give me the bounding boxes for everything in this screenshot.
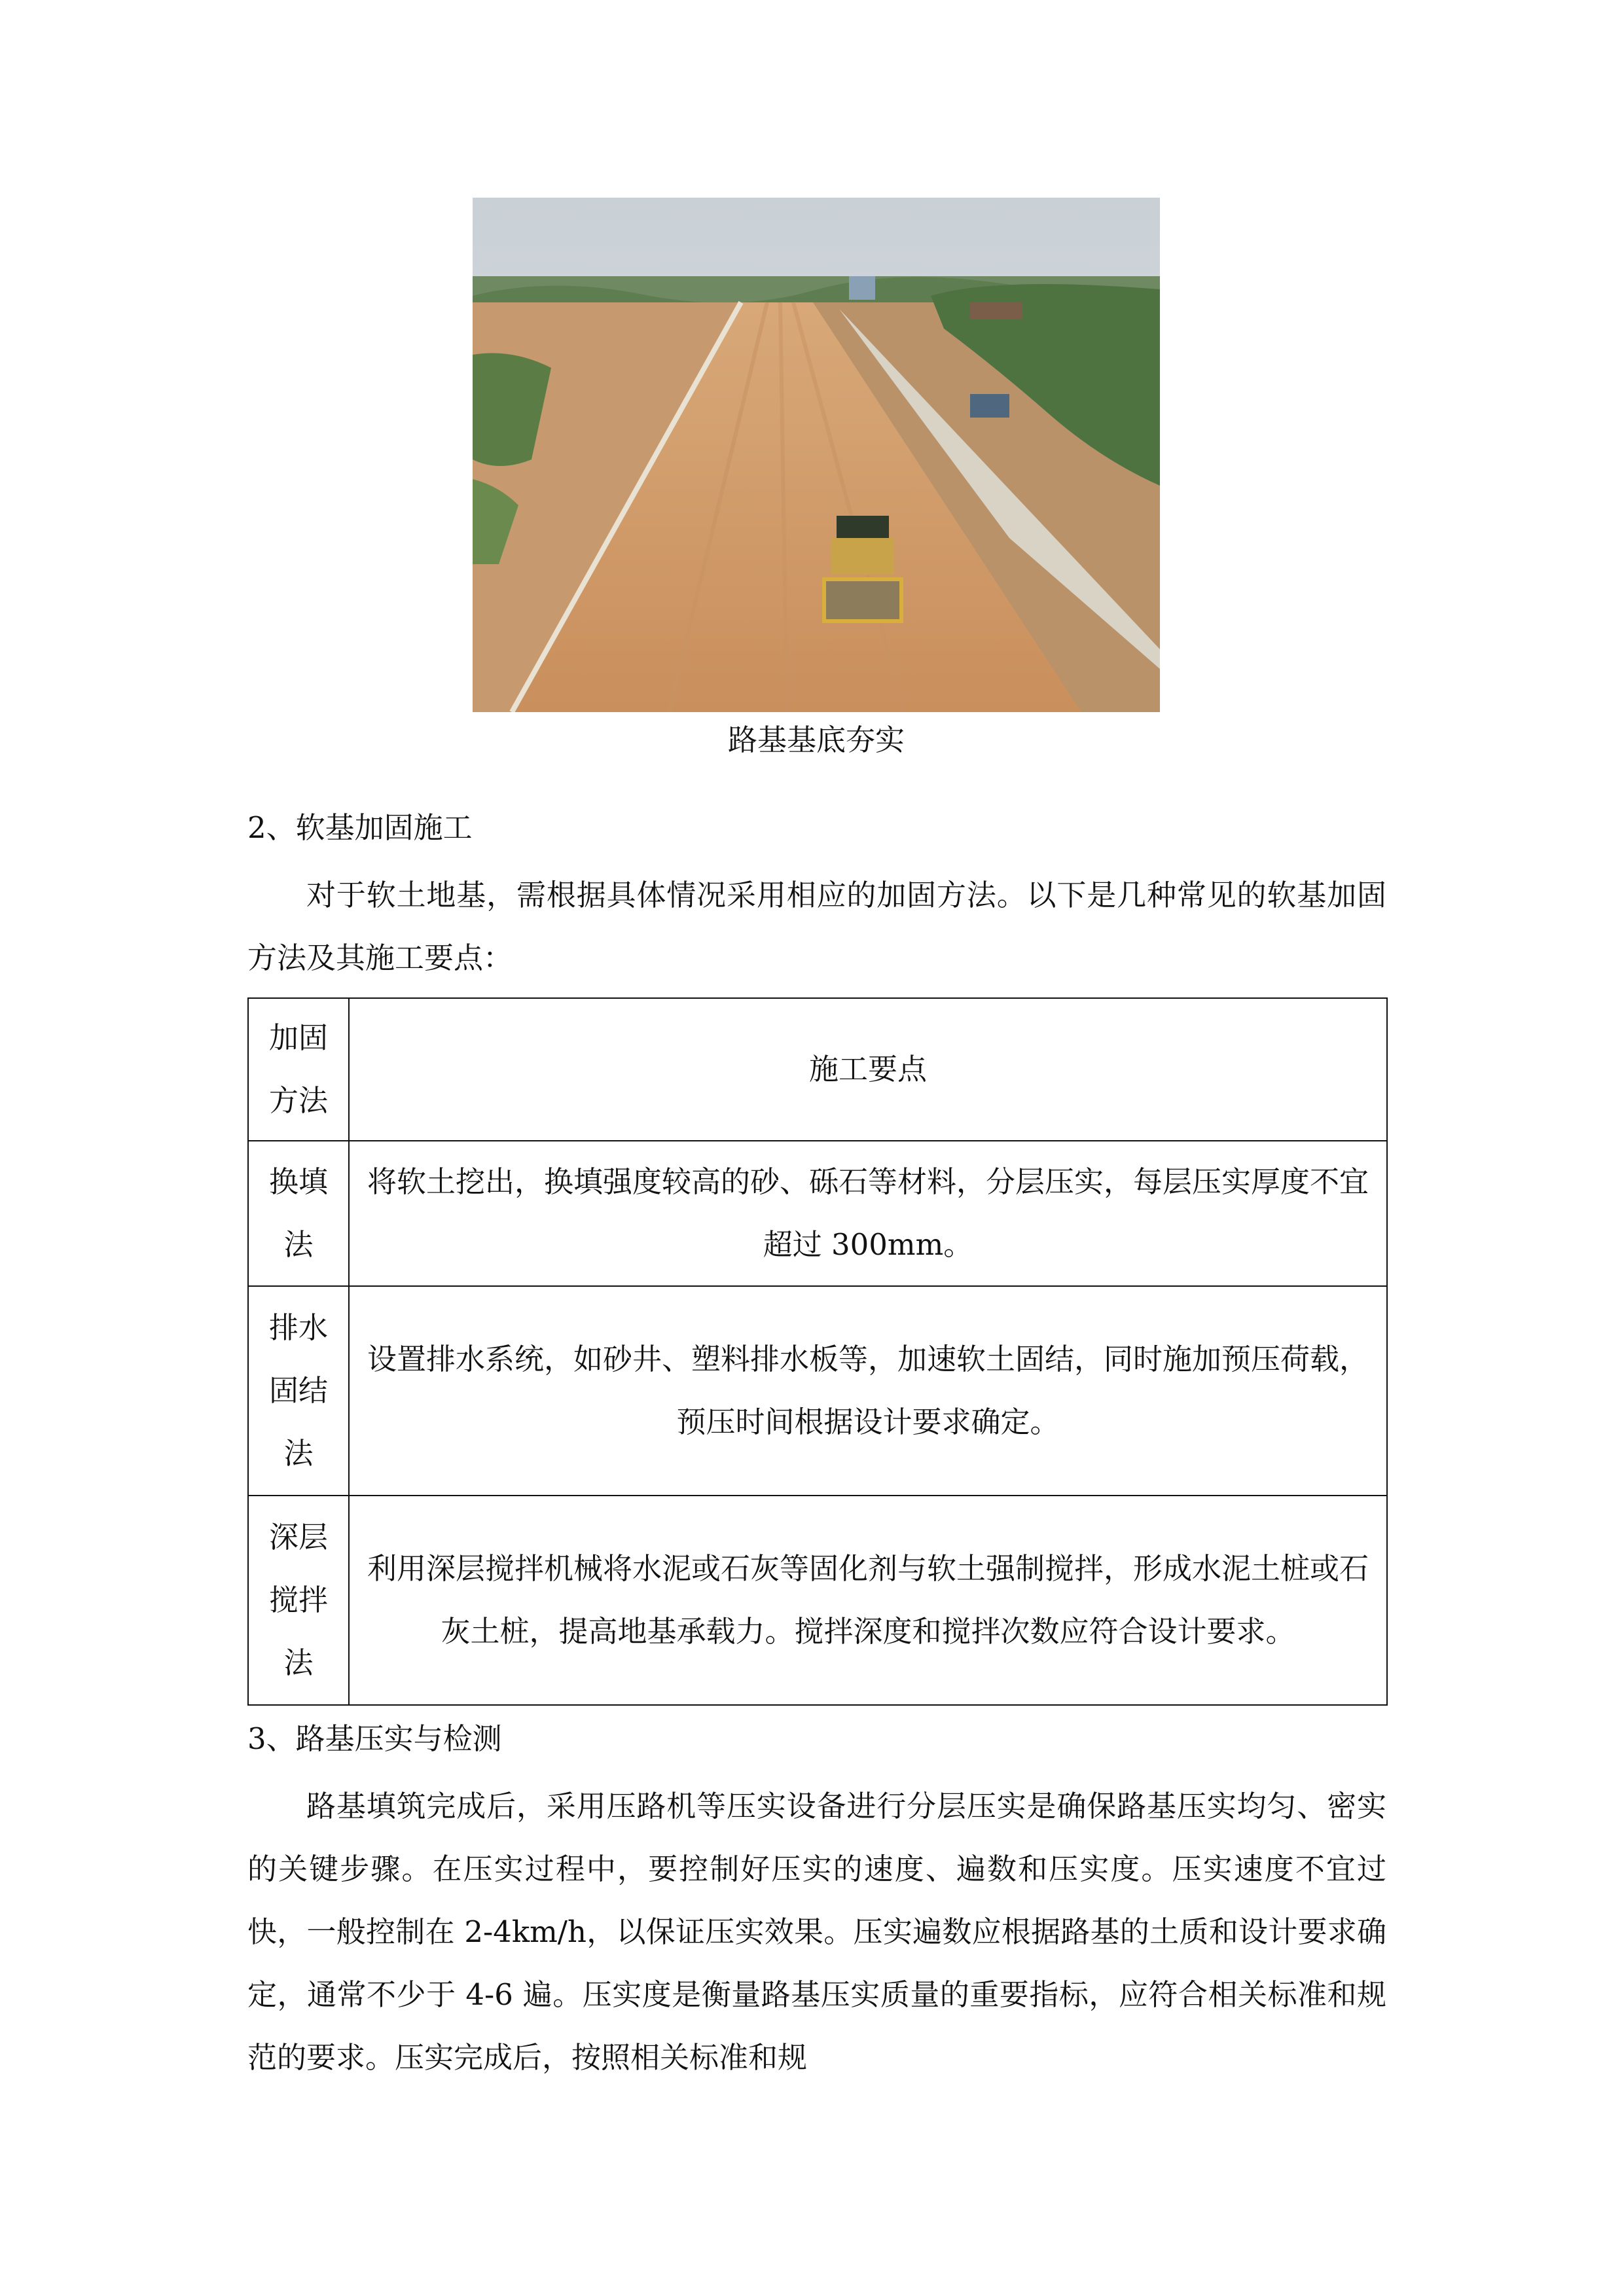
section-3-body: 路基填筑完成后，采用压路机等压实设备进行分层压实是确保路基压实均匀、密实的关键步骤。在压实过程中，要控制好压实的速度、遍数和压实度。压实速度不宜过快，一般控制在 2-4km/h，以保证压实效果。压实遍数应根据路基的土质和设计要求确定，通常不少于 4-6 遍。压实度是衡量路基压实质量的重要指标，应符合相关标准和规范的要求。压实完成后，按照相关标准和规 [247,1789,1386,2075]
method-cell: 换填法 [248,1141,349,1286]
soft-foundation-methods-table [247,997,1388,1706]
roadbed-compaction-photo [473,198,1160,712]
header-points-cell: 施工要点 [349,998,1387,1141]
section-2-intro: 对于软土地基，需根据具体情况采用相应的加固方法。以下是几种常见的软基加固方法及其施工要点： [247,878,1386,975]
roadbed-photo-illustration [473,198,1160,712]
table-row [248,1496,1387,1705]
table-row [248,1141,1387,1286]
table-header-row [248,998,1387,1141]
method-cell: 深层搅拌法 [248,1496,349,1705]
method-cell: 排水固结法 [248,1286,349,1496]
header-method-cell: 加固方法 [248,998,349,1141]
table-row [248,1286,1387,1496]
points-cell: 设置排水系统，如砂井、塑料排水板等，加速软土固结，同时施加预压荷载，预压时间根据设计要求确定。 [349,1286,1387,1496]
section-3-heading: 3、路基压实与检测 [247,1721,502,1756]
points-cell: 将软土挖出，换填强度较高的砂、砾石等材料，分层压实，每层压实厚度不宜超过 300mm。 [349,1141,1387,1286]
photo-caption: 路基基底夯实 [727,723,905,757]
points-cell: 利用深层搅拌机械将水泥或石灰等固化剂与软土强制搅拌，形成水泥土桩或石灰土桩，提高地基承载力。搅拌深度和搅拌次数应符合设计要求。 [349,1496,1387,1705]
section-2-heading: 2、软基加固施工 [247,810,473,845]
